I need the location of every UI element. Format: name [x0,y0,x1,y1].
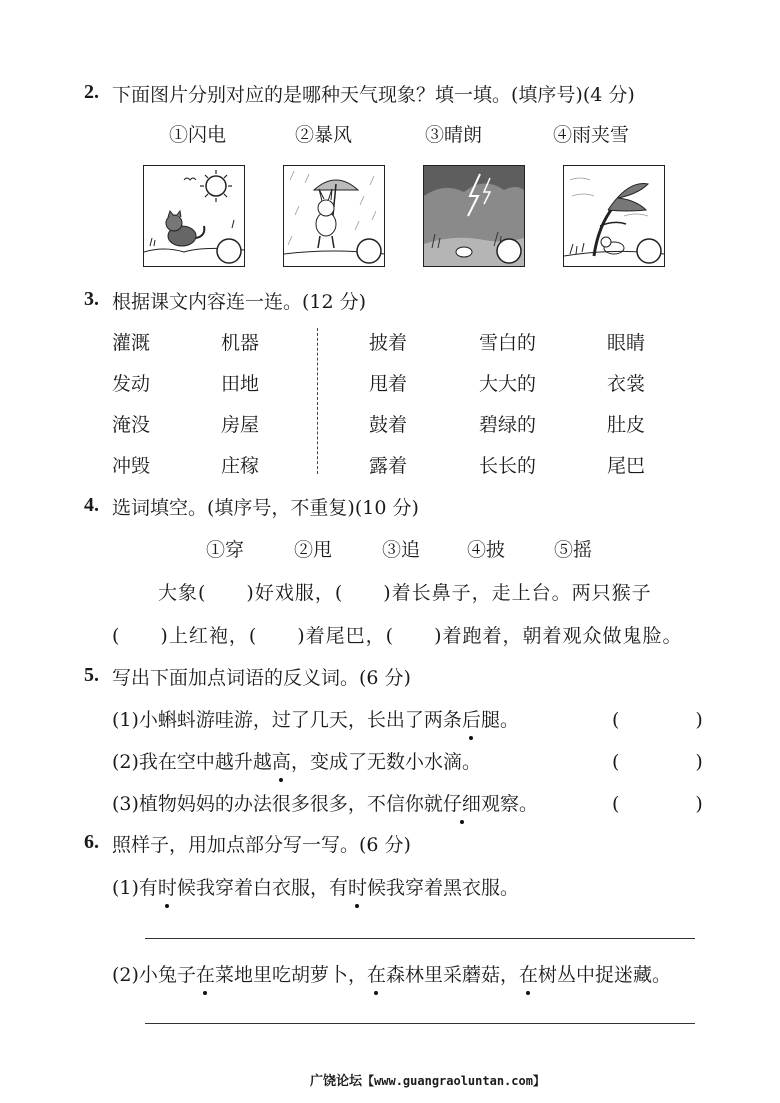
dotted-word: 有时候 [139,873,196,900]
q3-right-word: 披着 [369,332,408,354]
q3-prompt: 根据课文内容连一连。(12 分) [112,291,367,313]
q3-right-word: 碧绿的 [479,414,537,436]
q3-right-word: 眼睛 [607,332,646,354]
q5-prompt: 写出下面加点词语的反义词。(6 分) [112,667,411,689]
dotted-word: 在 [519,960,538,987]
cat-sun-picture [143,165,245,267]
q2-option-4: ④雨夹雪 [553,124,630,146]
q3-left-word: 房屋 [221,414,260,436]
dotted-word: 在 [367,960,386,987]
q4-option-4: ④披 [467,539,506,561]
q5-item-text: (3)植物妈妈的办法很多很多，不信你就 [112,793,443,815]
q3-left-word: 淹没 [112,414,151,436]
q4-sentence-line-1: 大象( )好戏服，( )着长鼻子，走上台。两只猴子 [158,582,652,604]
q5-number: 5. [84,664,99,686]
lightning-storm-picture [423,165,525,267]
q6-answer-line-1[interactable] [145,938,695,939]
q6-number: 6. [84,831,99,853]
footer-site-name: 广饶论坛 [310,1074,363,1089]
q5-answer-paren-3[interactable]: ( ) [612,793,703,815]
q3-right-word: 鼓着 [369,414,408,436]
q6-prompt: 照样子，用加点部分写一写。(6 分) [112,834,411,856]
q5-item-text: 腿。 [480,709,519,731]
q3-right-word: 肚皮 [607,414,646,436]
q6-text: 我穿着白衣服， [195,877,329,899]
q6-text: 菜地里吃胡萝卜， [214,964,367,986]
q6-example-2 [112,960,671,987]
q4-sentence-line-2: ( )上红袍，( )着尾巴，( )着跑着，朝着观众做鬼脸。 [112,625,683,647]
q5-item-2 [112,747,481,774]
q2-option-1: ①闪电 [169,124,227,146]
q4-number: 4. [84,494,99,516]
q6-text: 我穿着黑衣服。 [385,877,519,899]
q6-text: (1) [112,877,139,899]
dotted-word: 在 [196,960,215,987]
q2-number: 2. [84,81,99,103]
q4-option-2: ②甩 [294,539,333,561]
q3-right-word: 大大的 [479,373,537,395]
q5-item-1 [112,705,519,732]
dotted-word: 后 [462,705,481,732]
q6-example-1 [112,873,519,900]
q6-text: (2)小兔子 [112,964,196,986]
q6-answer-line-2[interactable] [145,1023,695,1024]
q2-option-2: ②暴风 [295,124,353,146]
dotted-word: 有时候 [329,873,386,900]
q5-item-3 [112,789,538,816]
q4-prompt: 选词填空。(填序号，不重复)(10 分) [112,497,419,519]
q4-option-3: ③追 [382,539,421,561]
q3-left-word: 机器 [221,332,260,354]
q3-left-word: 发动 [112,373,151,395]
q6-text: 森林里采蘑菇， [385,964,519,986]
q3-right-word: 长长的 [479,455,537,477]
q3-right-word: 衣裳 [607,373,646,395]
q2-prompt: 下面图片分别对应的是哪种天气现象？填一填。(填序号)(4 分) [112,84,635,106]
q3-left-word: 灌溉 [112,332,151,354]
q3-right-word: 甩着 [369,373,408,395]
q5-item-text: (1)小蝌蚪游哇游，过了几天，长出了两条 [112,709,462,731]
q5-item-text: ，变成了无数小水滴。 [290,751,481,773]
q3-left-word: 庄稼 [221,455,260,477]
dotted-word: 高 [272,747,291,774]
q4-option-5: ⑤摇 [554,539,593,561]
footer-url: 【www.guangraoluntan.com】 [362,1074,545,1088]
q5-item-text: 观察。 [480,793,538,815]
rabbit-umbrella-picture [283,165,385,267]
footer [310,1070,545,1089]
q3-left-word: 冲毁 [112,455,151,477]
q5-item-text: (2)我在空中越升越 [112,751,272,773]
q2-option-3: ③晴朗 [425,124,483,146]
q4-option-1: ①穿 [206,539,245,561]
q5-answer-paren-2[interactable]: ( ) [612,751,703,773]
q6-text: 树丛中捉迷藏。 [538,964,672,986]
q3-left-word: 田地 [221,373,260,395]
q3-number: 3. [84,288,99,310]
windy-tree-picture [563,165,665,267]
q5-answer-paren-1[interactable]: ( ) [612,709,703,731]
q3-right-word: 尾巴 [607,455,646,477]
q3-right-word: 雪白的 [479,332,537,354]
dotted-word: 仔细 [443,789,481,816]
column-divider [317,328,318,474]
q3-right-word: 露着 [369,455,408,477]
